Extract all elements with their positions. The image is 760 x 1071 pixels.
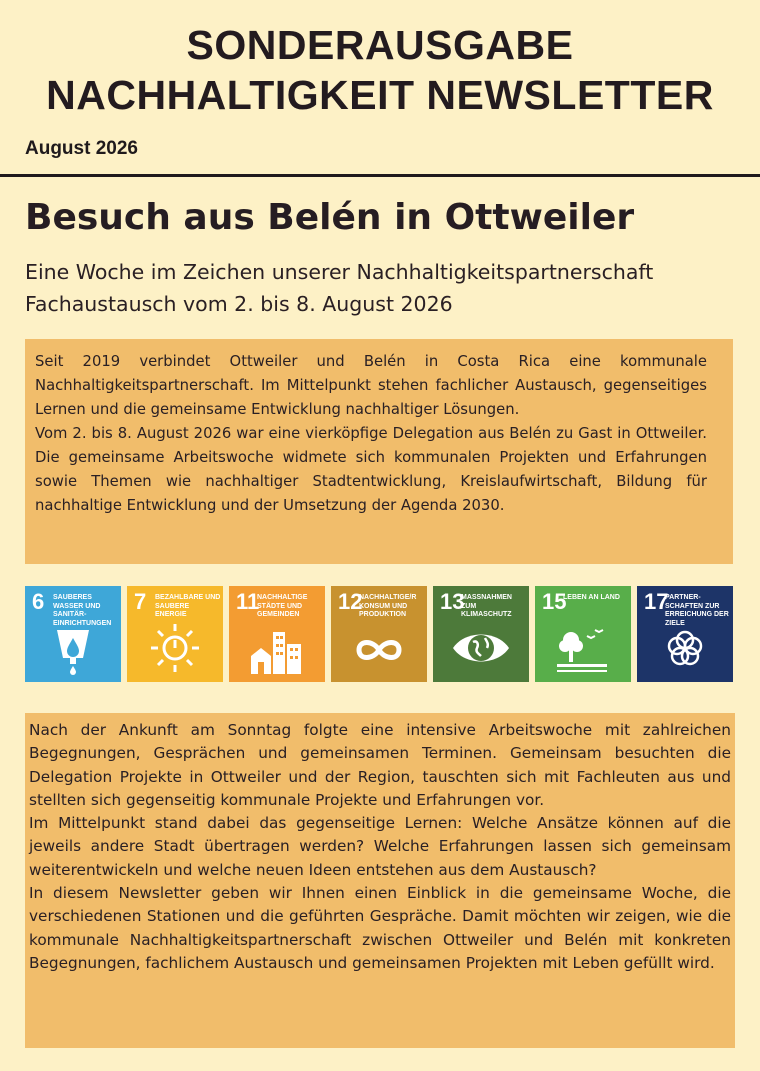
intro-paragraph-1: Seit 2019 verbindet Ottweiler und Belén in Costa Rica eine kommunale Nachhaltigkeitspartnerschaft. Im Mittelpunkt stehen fachlicher Austausch, gegenseitiges Lernen und die gemeinsame Entwicklung nachhaltiger Lösungen. (35, 353, 707, 418)
main-paragraph-2: Im Mittelpunkt stand dabei das gegenseitige Lernen: Welche Ansätze können auf die jeweils andere Stadt übertragen werden? Welche Erfahrungen lassen sich gemeinsam weiterentwickeln und welche neuen Ideen entstehen aus dem Austausch? (29, 814, 731, 879)
tree-birds-icon (553, 618, 613, 678)
newsletter-title-line2: NACHHALTIGKEIT NEWSLETTER (46, 72, 714, 118)
main-paragraph-1: Nach der Ankunft am Sonntag folgte eine intensive Arbeitswoche mit zahlreichen Begegnungen, Gesprächen und gemeinsamen Terminen. Gemeinsam besuchten die Delegation Projekte in Ottweiler und der Region, tauschten sich mit Fachleuten aus und stellten sich gegenseitig kommunale Projekte und Erfahrungen vor. (29, 721, 731, 809)
sdg-number: 7 (134, 589, 147, 614)
eye-globe-icon (451, 618, 511, 678)
newsletter-title-line1: SONDERAUSGABE (186, 22, 574, 68)
sdg-tile-6 (25, 586, 121, 682)
sdg-number: 6 (32, 589, 45, 614)
sdg-number: 15 (542, 589, 567, 614)
sdg-label: PARTNER-SCHAFTEN ZUR ERREICHUNG DER ZIELE (665, 594, 729, 627)
sdg-number: 17 (644, 589, 669, 614)
sdg-label: NACHHALTIGE/R KONSUM UND PRODUKTION (359, 594, 417, 618)
article-headline: Besuch aus Belén in Ottweiler (25, 197, 635, 238)
header-divider (0, 174, 760, 177)
sun-power-icon (145, 618, 205, 678)
sdg-tile-17 (637, 586, 733, 682)
issue-date: August 2026 (25, 138, 138, 159)
sdg-tile-12 (331, 586, 427, 682)
sdg-tiles (25, 586, 733, 682)
sdg-label: SAUBERES WASSER UND SANITÄR-EINRICHTUNGEN (53, 594, 112, 627)
intro-text-box (25, 339, 733, 564)
infinity-icon (349, 618, 409, 678)
city-buildings-icon (247, 618, 307, 678)
sdg-number: 11 (236, 589, 260, 614)
sdg-label: MASSNAHMEN ZUM KLIMASCHUTZ (461, 594, 512, 618)
intro-paragraph-2: Vom 2. bis 8. August 2026 war eine vierköpfige Delegation aus Belén zu Gast in Ottweiler. Die gemeinsame Arbeitswoche widmete sich kommunalen Projekten und Erfahrungen sowie Themen wie nachhaltiger Stadtentwicklung, Kreislaufwirtschaft, Bildung für nachhaltige Entwicklung und der Umsetzung der Agenda 2030. (35, 425, 707, 514)
article-dateline: Fachaustausch vom 2. bis 8. August 2026 (25, 292, 453, 316)
sdg-tile-7 (127, 586, 223, 682)
water-drop-icon (43, 618, 103, 678)
sdg-label: NACHHALTIGE STÄDTE UND GEMEINDEN (257, 594, 308, 618)
sdg-label: BEZAHLBARE UND SAUBERE ENERGIE (155, 594, 221, 618)
main-text-box (25, 713, 735, 1048)
newsletter-header (0, 0, 760, 120)
sdg-label: LEBEN AN LAND (563, 594, 620, 601)
sdg-tile-13 (433, 586, 529, 682)
sdg-tile-15 (535, 586, 631, 682)
article-subline: Eine Woche im Zeichen unserer Nachhaltigkeitspartnerschaft (25, 260, 654, 284)
partnership-flower-icon (655, 618, 715, 678)
main-paragraph-3: In diesem Newsletter geben wir Ihnen einen Einblick in die gemeinsame Woche, die verschiedenen Stationen und die geführten Gespräche. Damit möchten wir zeigen, wie die kommunale Nachhaltigkeitspartnerschaft zwischen Ottweiler und Belén mit konkreten Begegnungen, fachlichem Austausch und gemeinsamen Projekten mit Leben gefüllt wird. (29, 884, 731, 972)
sdg-number: 12 (338, 589, 363, 614)
sdg-number: 13 (440, 589, 465, 614)
sdg-tile-11 (229, 586, 325, 682)
